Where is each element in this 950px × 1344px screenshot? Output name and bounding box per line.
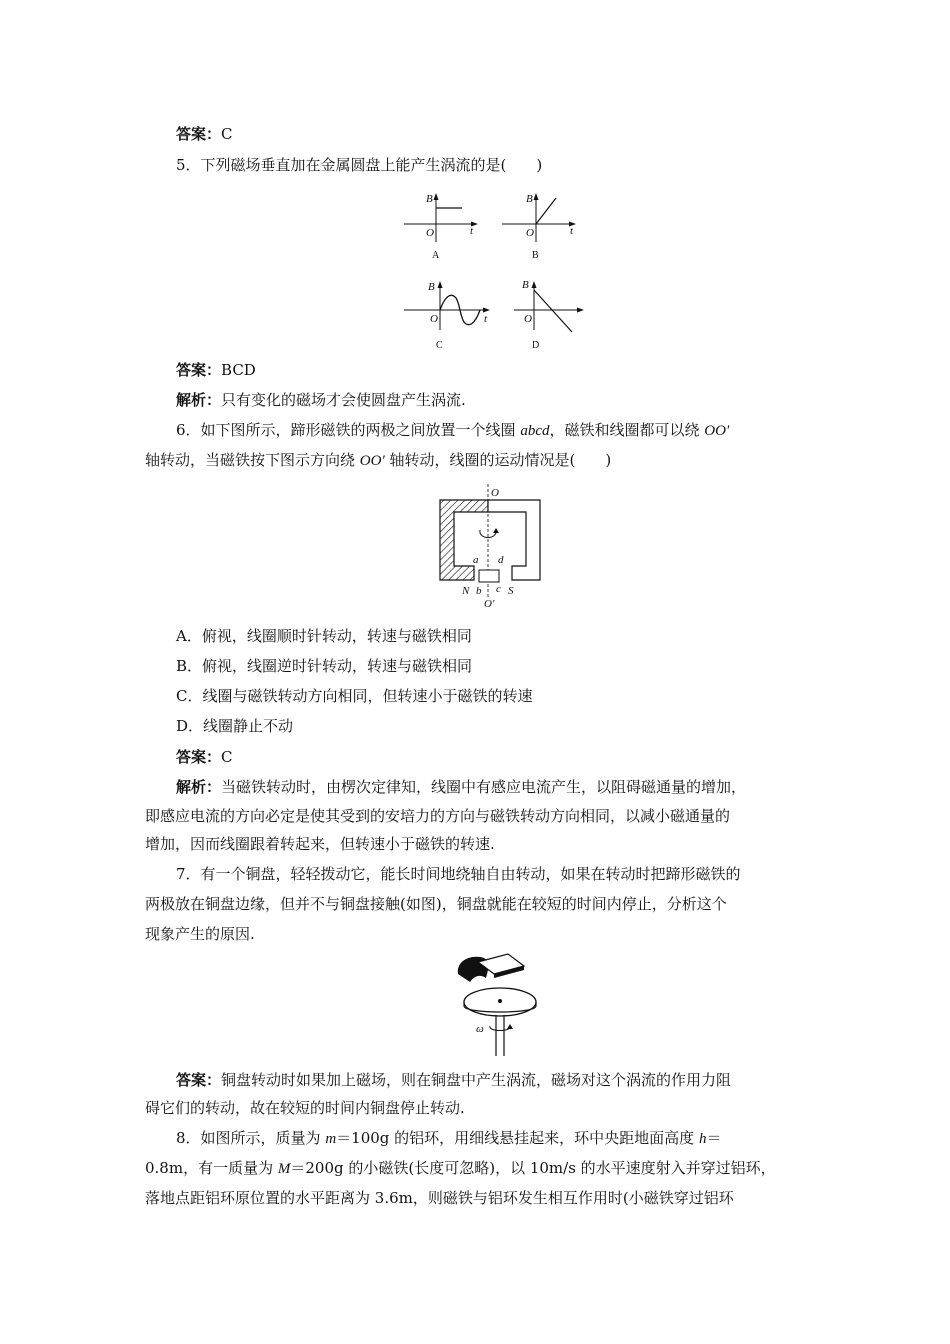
omega-arrowhead-icon bbox=[507, 1024, 513, 1029]
q6-analysis-line-1: 解析：当磁铁转动时，由楞次定律知，线圈中有感应电流产生，以阻碍磁通量的增加， bbox=[176, 778, 747, 796]
t-axis-arrow bbox=[483, 308, 490, 313]
origin-label: O bbox=[524, 313, 532, 325]
q5-graph-b bbox=[500, 190, 582, 262]
q7-answer-line-1: 答案：铜盘转动时如果加上磁场，则在铜盘中产生涡流，磁场对这个涡流的作用力阻 bbox=[176, 1071, 732, 1089]
magnet-s-pole bbox=[488, 500, 540, 580]
q6-stem-line-1: 6．如下图所示，蹄形磁铁的两极之间放置一个线圈 abcd，磁铁和线圈都可以绕 OO′ bbox=[176, 421, 730, 439]
decreasing-curve bbox=[534, 290, 572, 332]
answer-label: 答案： bbox=[176, 1071, 222, 1089]
option-label: B bbox=[532, 250, 539, 261]
t-label: t bbox=[570, 225, 574, 237]
t-axis-arrow bbox=[577, 308, 584, 313]
origin-label: O bbox=[430, 313, 438, 325]
origin-label: O bbox=[426, 227, 434, 239]
label-d: d bbox=[498, 554, 504, 566]
b-label: B bbox=[526, 193, 533, 205]
answer-value: BCD bbox=[221, 361, 256, 379]
q5-graph-a bbox=[402, 190, 482, 262]
q7-disc-figure bbox=[450, 952, 560, 1062]
coil bbox=[479, 570, 499, 582]
q5-answer bbox=[176, 360, 256, 380]
answer-label: 答案： bbox=[176, 125, 222, 143]
b-axis-arrow bbox=[438, 281, 443, 288]
q6-option-a: A．俯视，线圈顺时针转动，转速与磁铁相同 bbox=[176, 627, 472, 645]
t-label: t bbox=[470, 225, 474, 237]
option-label: C bbox=[436, 340, 443, 351]
q7-stem-line-1: 7．有一个铜盘，轻轻拨动它，能长时间地绕轴自由转动，如果在转动时把蹄形磁铁的 bbox=[176, 865, 741, 883]
q8-line-2: 0.8m，有一质量为 M＝200g 的小磁铁(长度可忽略)，以 10m/s 的水平速度射入并穿过铝环， bbox=[145, 1159, 776, 1177]
linear-curve bbox=[536, 198, 556, 224]
q8-line-3: 落地点距铝环原位置的水平距离为 3.6m，则磁铁与铝环发生相互作用时(小磁铁穿过铝环 bbox=[145, 1189, 734, 1207]
q7-stem-line-2: 两极放在铜盘边缘，但并不与铜盘接触(如图)，铜盘就能在较短的时间内停止，分析这个 bbox=[145, 895, 727, 913]
b-axis-arrow bbox=[434, 193, 439, 200]
coil-symbol: abcd bbox=[520, 423, 550, 439]
q6-stem-line-2: 轴转动，当磁铁按下图示方向绕 OO′ 轴转动，线圈的运动情况是( ) bbox=[145, 451, 612, 469]
label-o-bottom: O′ bbox=[484, 598, 495, 610]
q6-option-b: B．俯视，线圈逆时针转动，转速与磁铁相同 bbox=[176, 657, 473, 675]
q5-graph-c bbox=[400, 276, 496, 352]
disc-center bbox=[498, 999, 502, 1003]
q8-line-1: 8．如图所示，质量为 m＝100g 的铝环，用细线悬挂起来，环中央距地面高度 h＝ bbox=[176, 1129, 722, 1147]
q7-stem-line-3: 现象产生的原因. bbox=[145, 925, 255, 943]
rotation-arrowhead-icon bbox=[493, 528, 499, 533]
label-n: N bbox=[462, 585, 470, 597]
q5-stem: 5．下列磁场垂直加在金属圆盘上能产生涡流的是( ) bbox=[176, 156, 543, 174]
label-c: c bbox=[496, 583, 501, 595]
q4-answer bbox=[176, 124, 233, 144]
answer-label: 答案： bbox=[176, 361, 222, 379]
q5-analysis bbox=[176, 390, 466, 410]
label-b: b bbox=[476, 585, 482, 597]
axis-symbol: OO′ bbox=[704, 423, 730, 439]
q7-answer-line-2: 碍它们的转动，故在较短的时间内铜盘停止转动. bbox=[145, 1099, 465, 1117]
q5-graph-d bbox=[510, 276, 590, 352]
axis-symbol: OO′ bbox=[359, 453, 385, 469]
omega-arrow-icon bbox=[490, 1026, 510, 1031]
b-label: B bbox=[522, 279, 529, 291]
answer-label: 答案： bbox=[176, 748, 222, 766]
q6-option-d: D．线圈静止不动 bbox=[176, 717, 294, 735]
label-o-top: O bbox=[491, 487, 499, 499]
label-s: S bbox=[508, 585, 514, 597]
analysis-label: 解析： bbox=[176, 391, 222, 409]
q6-magnet-figure bbox=[428, 480, 554, 612]
omega-label: ω bbox=[476, 1023, 484, 1035]
b-axis-arrow bbox=[534, 193, 539, 200]
t-label: t bbox=[484, 313, 488, 325]
b-axis-arrow bbox=[532, 281, 537, 288]
option-label: A bbox=[432, 250, 440, 261]
b-label: B bbox=[428, 281, 435, 293]
q6-option-c: C．线圈与磁铁转动方向相同，但转速小于磁铁的转速 bbox=[176, 687, 533, 705]
answer-value: C bbox=[221, 125, 233, 143]
label-a: a bbox=[473, 554, 479, 566]
q6-analysis-line-2: 即感应电流的方向必定是使其受到的安培力的方向与磁铁转动方向相同，以减小磁通量的 bbox=[145, 807, 731, 825]
q6-answer bbox=[176, 747, 233, 767]
analysis-text: 只有变化的磁场才会使圆盘产生涡流. bbox=[221, 391, 466, 409]
origin-label: O bbox=[526, 227, 534, 239]
magnet-n-pole bbox=[440, 500, 488, 580]
option-label: D bbox=[532, 340, 540, 351]
answer-value: C bbox=[221, 748, 233, 766]
q6-analysis-line-3: 增加，因而线圈跟着转起来，但转速小于磁铁的转速. bbox=[145, 835, 495, 853]
b-label: B bbox=[426, 193, 433, 205]
analysis-label: 解析： bbox=[176, 778, 222, 796]
